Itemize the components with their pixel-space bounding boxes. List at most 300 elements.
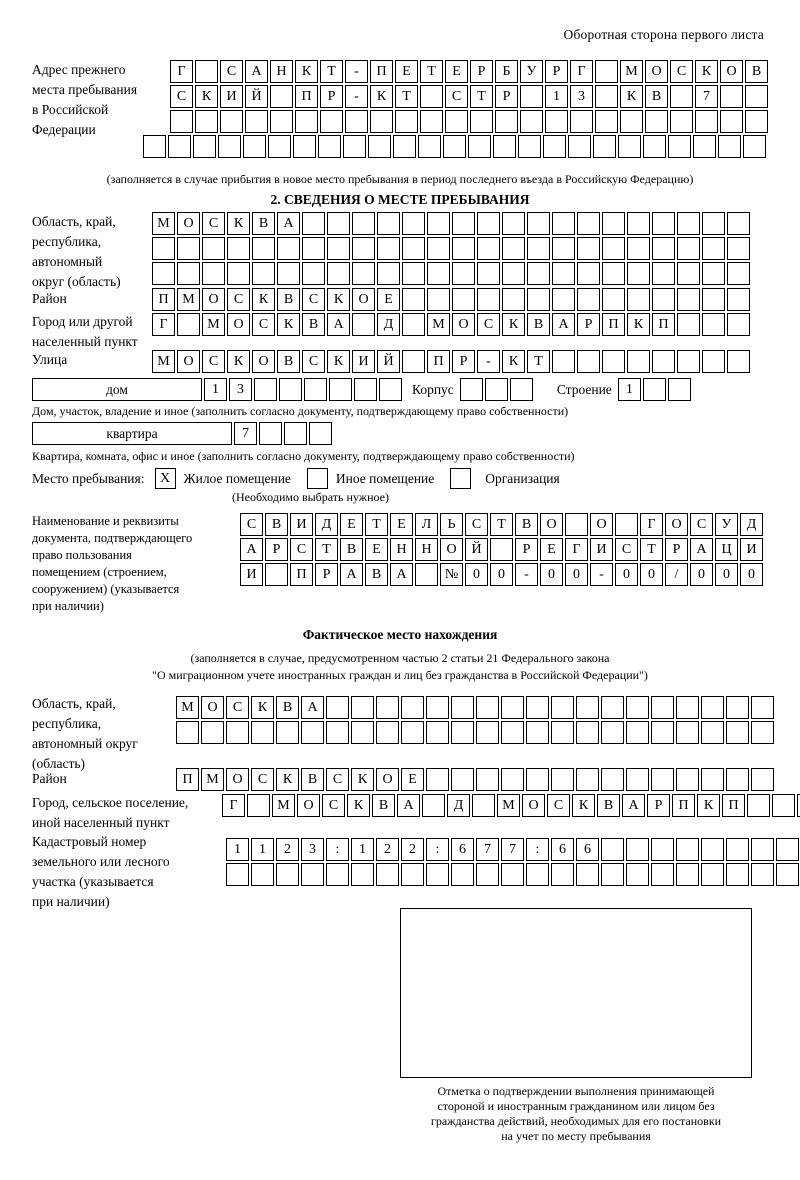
- form-cell[interactable]: [745, 110, 768, 133]
- form-cell[interactable]: С: [302, 350, 325, 373]
- form-cell[interactable]: К: [276, 768, 299, 791]
- form-cell[interactable]: [526, 768, 549, 791]
- form-cell[interactable]: Р: [452, 350, 475, 373]
- form-cell[interactable]: О: [201, 696, 224, 719]
- form-cell[interactable]: [426, 768, 449, 791]
- form-cell[interactable]: [676, 863, 699, 886]
- form-cell[interactable]: [727, 237, 750, 260]
- form-cell[interactable]: Р: [315, 563, 338, 586]
- form-cell[interactable]: Н: [390, 538, 413, 561]
- form-cell[interactable]: С: [465, 513, 488, 536]
- form-cell[interactable]: [295, 110, 318, 133]
- form-cell[interactable]: [720, 85, 743, 108]
- form-cell[interactable]: [270, 110, 293, 133]
- form-cell[interactable]: Й: [245, 85, 268, 108]
- form-cell[interactable]: О: [540, 513, 563, 536]
- form-cell[interactable]: П: [295, 85, 318, 108]
- form-cell[interactable]: [370, 110, 393, 133]
- form-cell[interactable]: Д: [377, 313, 400, 336]
- form-cell[interactable]: [615, 513, 638, 536]
- form-cell[interactable]: [451, 721, 474, 744]
- form-cell[interactable]: [527, 262, 550, 285]
- form-cell[interactable]: О: [226, 768, 249, 791]
- form-cell[interactable]: Е: [377, 288, 400, 311]
- form-cell[interactable]: В: [265, 513, 288, 536]
- form-cell[interactable]: [527, 237, 550, 260]
- form-cell[interactable]: 1: [618, 378, 641, 401]
- form-cell[interactable]: [452, 212, 475, 235]
- checkbox-inoe[interactable]: [307, 468, 328, 489]
- form-cell[interactable]: [379, 378, 402, 401]
- form-cell[interactable]: К: [695, 60, 718, 83]
- form-cell[interactable]: [676, 696, 699, 719]
- checkbox-organizaciya[interactable]: [450, 468, 471, 489]
- form-cell[interactable]: [354, 378, 377, 401]
- form-cell[interactable]: С: [322, 794, 345, 817]
- form-cell[interactable]: -: [345, 85, 368, 108]
- form-cell[interactable]: [577, 212, 600, 235]
- form-cell[interactable]: [477, 237, 500, 260]
- form-cell[interactable]: [327, 237, 350, 260]
- form-cell[interactable]: [402, 212, 425, 235]
- form-cell[interactable]: О: [452, 313, 475, 336]
- form-cell[interactable]: [751, 768, 774, 791]
- form-cell[interactable]: [602, 212, 625, 235]
- form-cell[interactable]: [351, 696, 374, 719]
- form-cell[interactable]: [677, 313, 700, 336]
- form-cell[interactable]: О: [227, 313, 250, 336]
- place-type-row[interactable]: [32, 468, 560, 489]
- form-cell[interactable]: [477, 212, 500, 235]
- form-cell[interactable]: Й: [465, 538, 488, 561]
- form-cell[interactable]: [302, 212, 325, 235]
- form-cell[interactable]: [401, 721, 424, 744]
- form-cell[interactable]: Е: [401, 768, 424, 791]
- form-cell[interactable]: [304, 378, 327, 401]
- form-cell[interactable]: Р: [577, 313, 600, 336]
- form-cell[interactable]: 6: [451, 838, 474, 861]
- form-cell[interactable]: О: [297, 794, 320, 817]
- form-cell[interactable]: [693, 135, 716, 158]
- form-cell[interactable]: П: [427, 350, 450, 373]
- form-cell[interactable]: [327, 212, 350, 235]
- form-cell[interactable]: Е: [445, 60, 468, 83]
- form-cell[interactable]: П: [176, 768, 199, 791]
- form-cell[interactable]: [626, 863, 649, 886]
- form-cell[interactable]: Т: [470, 85, 493, 108]
- form-cell[interactable]: А: [245, 60, 268, 83]
- form-cell[interactable]: [451, 768, 474, 791]
- form-cell[interactable]: [247, 794, 270, 817]
- form-cell[interactable]: /: [665, 563, 688, 586]
- form-cell[interactable]: М: [427, 313, 450, 336]
- form-cell[interactable]: [422, 794, 445, 817]
- form-cell[interactable]: [670, 85, 693, 108]
- form-cell[interactable]: [452, 288, 475, 311]
- form-cell[interactable]: [402, 350, 425, 373]
- form-cell[interactable]: К: [351, 768, 374, 791]
- form-cell[interactable]: [352, 262, 375, 285]
- form-cell[interactable]: О: [590, 513, 613, 536]
- form-cell[interactable]: К: [227, 350, 250, 373]
- form-cell[interactable]: К: [251, 696, 274, 719]
- form-cell[interactable]: [726, 721, 749, 744]
- form-cell[interactable]: 7: [695, 85, 718, 108]
- form-cell[interactable]: [552, 212, 575, 235]
- form-cell[interactable]: [352, 212, 375, 235]
- form-cell[interactable]: [677, 262, 700, 285]
- form-cell[interactable]: Г: [222, 794, 245, 817]
- form-cell[interactable]: [595, 60, 618, 83]
- form-cell[interactable]: [501, 768, 524, 791]
- form-cell[interactable]: [170, 110, 193, 133]
- form-cell[interactable]: №: [440, 563, 463, 586]
- form-cell[interactable]: [701, 863, 724, 886]
- form-cell[interactable]: А: [690, 538, 713, 561]
- form-cell[interactable]: М: [497, 794, 520, 817]
- form-cell[interactable]: [527, 212, 550, 235]
- form-cell[interactable]: [352, 313, 375, 336]
- form-cell[interactable]: [702, 313, 725, 336]
- form-cell[interactable]: [301, 863, 324, 886]
- form-cell[interactable]: [451, 863, 474, 886]
- form-cell[interactable]: [368, 135, 391, 158]
- form-cell[interactable]: В: [527, 313, 550, 336]
- form-cell[interactable]: [226, 721, 249, 744]
- form-cell[interactable]: [501, 863, 524, 886]
- form-cell[interactable]: [726, 768, 749, 791]
- form-cell[interactable]: К: [277, 313, 300, 336]
- form-cell[interactable]: 3: [570, 85, 593, 108]
- form-cell[interactable]: [743, 135, 766, 158]
- form-cell[interactable]: 3: [301, 838, 324, 861]
- form-cell[interactable]: С: [670, 60, 693, 83]
- form-cell[interactable]: [168, 135, 191, 158]
- form-cell[interactable]: А: [240, 538, 263, 561]
- form-cell[interactable]: [702, 237, 725, 260]
- form-cell[interactable]: С: [226, 696, 249, 719]
- form-cell[interactable]: Н: [270, 60, 293, 83]
- form-cell[interactable]: В: [277, 350, 300, 373]
- form-cell[interactable]: А: [301, 696, 324, 719]
- form-cell[interactable]: В: [276, 696, 299, 719]
- form-cell[interactable]: П: [602, 313, 625, 336]
- form-cell[interactable]: [427, 288, 450, 311]
- form-cell[interactable]: [551, 696, 574, 719]
- form-cell[interactable]: [695, 110, 718, 133]
- form-cell[interactable]: [652, 212, 675, 235]
- form-cell[interactable]: С: [477, 313, 500, 336]
- form-cell[interactable]: Т: [527, 350, 550, 373]
- checkbox-zhiloe[interactable]: X: [155, 468, 176, 489]
- form-cell[interactable]: [595, 110, 618, 133]
- form-cell[interactable]: [727, 288, 750, 311]
- form-cell[interactable]: Н: [415, 538, 438, 561]
- form-cell[interactable]: [702, 212, 725, 235]
- form-cell[interactable]: В: [372, 794, 395, 817]
- form-cell[interactable]: [510, 378, 533, 401]
- form-cell[interactable]: [576, 863, 599, 886]
- form-cell[interactable]: [601, 768, 624, 791]
- form-cell[interactable]: [276, 721, 299, 744]
- house-row[interactable]: [32, 378, 693, 401]
- form-cell[interactable]: [402, 237, 425, 260]
- form-cell[interactable]: [476, 721, 499, 744]
- form-cell[interactable]: [401, 863, 424, 886]
- form-cell[interactable]: [177, 262, 200, 285]
- form-cell[interactable]: Р: [665, 538, 688, 561]
- form-cell[interactable]: [676, 721, 699, 744]
- form-cell[interactable]: М: [177, 288, 200, 311]
- form-cell[interactable]: [668, 135, 691, 158]
- form-cell[interactable]: 7: [501, 838, 524, 861]
- form-cell[interactable]: [720, 110, 743, 133]
- form-cell[interactable]: [577, 288, 600, 311]
- form-cell[interactable]: [552, 262, 575, 285]
- form-cell[interactable]: [751, 838, 774, 861]
- form-cell[interactable]: М: [202, 313, 225, 336]
- actual-city-cells[interactable]: [222, 794, 800, 817]
- form-cell[interactable]: [220, 110, 243, 133]
- form-cell[interactable]: 0: [715, 563, 738, 586]
- form-cell[interactable]: [602, 288, 625, 311]
- form-cell[interactable]: [218, 135, 241, 158]
- section2-city-cells[interactable]: [152, 313, 752, 336]
- form-cell[interactable]: В: [745, 60, 768, 83]
- form-cell[interactable]: 6: [551, 838, 574, 861]
- form-cell[interactable]: [565, 513, 588, 536]
- form-cell[interactable]: С: [220, 60, 243, 83]
- form-cell[interactable]: Д: [740, 513, 763, 536]
- form-cell[interactable]: В: [340, 538, 363, 561]
- form-cell[interactable]: [202, 262, 225, 285]
- form-cell[interactable]: А: [277, 212, 300, 235]
- form-cell[interactable]: [265, 563, 288, 586]
- form-cell[interactable]: У: [520, 60, 543, 83]
- form-cell[interactable]: [520, 110, 543, 133]
- form-cell[interactable]: [376, 863, 399, 886]
- form-cell[interactable]: А: [397, 794, 420, 817]
- form-cell[interactable]: 1: [545, 85, 568, 108]
- form-cell[interactable]: [602, 237, 625, 260]
- form-cell[interactable]: К: [195, 85, 218, 108]
- form-cell[interactable]: 0: [565, 563, 588, 586]
- form-cell[interactable]: [726, 838, 749, 861]
- form-cell[interactable]: С: [445, 85, 468, 108]
- form-cell[interactable]: 7: [476, 838, 499, 861]
- form-cell[interactable]: 0: [690, 563, 713, 586]
- form-cell[interactable]: В: [301, 768, 324, 791]
- form-cell[interactable]: Р: [265, 538, 288, 561]
- form-cell[interactable]: К: [620, 85, 643, 108]
- form-cell[interactable]: [490, 538, 513, 561]
- form-cell[interactable]: [377, 262, 400, 285]
- form-cell[interactable]: Р: [470, 60, 493, 83]
- form-cell[interactable]: 0: [465, 563, 488, 586]
- form-cell[interactable]: И: [240, 563, 263, 586]
- form-cell[interactable]: [143, 135, 166, 158]
- form-cell[interactable]: [601, 863, 624, 886]
- form-cell[interactable]: [676, 768, 699, 791]
- form-cell[interactable]: О: [522, 794, 545, 817]
- form-cell[interactable]: [677, 350, 700, 373]
- form-cell[interactable]: В: [277, 288, 300, 311]
- form-cell[interactable]: К: [502, 313, 525, 336]
- flat-row[interactable]: [32, 422, 334, 445]
- form-cell[interactable]: П: [290, 563, 313, 586]
- form-cell[interactable]: [493, 135, 516, 158]
- form-cell[interactable]: [577, 237, 600, 260]
- form-cell[interactable]: [627, 288, 650, 311]
- form-cell[interactable]: [427, 212, 450, 235]
- form-cell[interactable]: С: [290, 538, 313, 561]
- form-cell[interactable]: [376, 696, 399, 719]
- form-cell[interactable]: [518, 135, 541, 158]
- form-cell[interactable]: [701, 768, 724, 791]
- form-cell[interactable]: С: [251, 768, 274, 791]
- form-cell[interactable]: [526, 696, 549, 719]
- form-cell[interactable]: [251, 721, 274, 744]
- form-cell[interactable]: [526, 863, 549, 886]
- form-cell[interactable]: [452, 262, 475, 285]
- form-cell[interactable]: [701, 696, 724, 719]
- form-cell[interactable]: [254, 378, 277, 401]
- form-cell[interactable]: Р: [320, 85, 343, 108]
- form-cell[interactable]: [727, 212, 750, 235]
- form-cell[interactable]: [468, 135, 491, 158]
- form-cell[interactable]: [551, 721, 574, 744]
- form-cell[interactable]: О: [352, 288, 375, 311]
- form-cell[interactable]: [293, 135, 316, 158]
- form-cell[interactable]: [551, 768, 574, 791]
- form-cell[interactable]: [702, 288, 725, 311]
- form-cell[interactable]: [552, 288, 575, 311]
- form-cell[interactable]: И: [220, 85, 243, 108]
- form-cell[interactable]: [177, 237, 200, 260]
- form-cell[interactable]: К: [227, 212, 250, 235]
- form-cell[interactable]: А: [390, 563, 413, 586]
- form-cell[interactable]: [627, 262, 650, 285]
- form-cell[interactable]: [195, 110, 218, 133]
- form-cell[interactable]: [601, 838, 624, 861]
- form-cell[interactable]: [645, 110, 668, 133]
- form-cell[interactable]: 3: [229, 378, 252, 401]
- form-cell[interactable]: [543, 135, 566, 158]
- form-cell[interactable]: [527, 288, 550, 311]
- form-cell[interactable]: Е: [395, 60, 418, 83]
- form-cell[interactable]: Г: [152, 313, 175, 336]
- form-cell[interactable]: [276, 863, 299, 886]
- form-cell[interactable]: П: [370, 60, 393, 83]
- form-cell[interactable]: М: [152, 350, 175, 373]
- form-cell[interactable]: [570, 110, 593, 133]
- form-cell[interactable]: [470, 110, 493, 133]
- form-cell[interactable]: И: [290, 513, 313, 536]
- form-cell[interactable]: [227, 262, 250, 285]
- form-cell[interactable]: [501, 696, 524, 719]
- form-cell[interactable]: [302, 237, 325, 260]
- form-cell[interactable]: [702, 350, 725, 373]
- form-cell[interactable]: [620, 110, 643, 133]
- form-cell[interactable]: [668, 378, 691, 401]
- form-cell[interactable]: [627, 212, 650, 235]
- form-cell[interactable]: -: [515, 563, 538, 586]
- prev-address-cells[interactable]: [170, 60, 770, 158]
- form-cell[interactable]: [402, 313, 425, 336]
- form-cell[interactable]: [776, 863, 799, 886]
- form-cell[interactable]: [284, 422, 307, 445]
- form-cell[interactable]: В: [302, 313, 325, 336]
- form-cell[interactable]: М: [176, 696, 199, 719]
- form-cell[interactable]: [651, 863, 674, 886]
- form-cell[interactable]: [377, 212, 400, 235]
- form-cell[interactable]: [252, 237, 275, 260]
- document-cells[interactable]: [240, 513, 765, 586]
- form-cell[interactable]: [551, 863, 574, 886]
- form-cell[interactable]: [176, 721, 199, 744]
- form-cell[interactable]: Й: [377, 350, 400, 373]
- form-cell[interactable]: [751, 696, 774, 719]
- form-cell[interactable]: [177, 313, 200, 336]
- form-cell[interactable]: Т: [365, 513, 388, 536]
- form-cell[interactable]: Т: [315, 538, 338, 561]
- form-cell[interactable]: [747, 794, 770, 817]
- form-cell[interactable]: [252, 262, 275, 285]
- form-cell[interactable]: [476, 768, 499, 791]
- form-cell[interactable]: [152, 237, 175, 260]
- form-cell[interactable]: [502, 288, 525, 311]
- form-cell[interactable]: [601, 721, 624, 744]
- form-cell[interactable]: П: [652, 313, 675, 336]
- section2-region-cells[interactable]: [152, 212, 752, 285]
- form-cell[interactable]: К: [627, 313, 650, 336]
- form-cell[interactable]: Е: [365, 538, 388, 561]
- form-cell[interactable]: Е: [390, 513, 413, 536]
- form-cell[interactable]: У: [715, 513, 738, 536]
- form-cell[interactable]: [652, 237, 675, 260]
- form-cell[interactable]: [576, 696, 599, 719]
- form-cell[interactable]: [318, 135, 341, 158]
- form-cell[interactable]: [726, 696, 749, 719]
- form-cell[interactable]: Т: [640, 538, 663, 561]
- form-cell[interactable]: [727, 313, 750, 336]
- form-cell[interactable]: [651, 696, 674, 719]
- house-cells[interactable]: [204, 378, 404, 401]
- form-cell[interactable]: [427, 237, 450, 260]
- form-cell[interactable]: [452, 237, 475, 260]
- form-cell[interactable]: [626, 721, 649, 744]
- form-cell[interactable]: К: [295, 60, 318, 83]
- form-cell[interactable]: [279, 378, 302, 401]
- form-cell[interactable]: [418, 135, 441, 158]
- form-cell[interactable]: [568, 135, 591, 158]
- form-cell[interactable]: [201, 721, 224, 744]
- form-cell[interactable]: [627, 350, 650, 373]
- form-cell[interactable]: [343, 135, 366, 158]
- form-cell[interactable]: М: [201, 768, 224, 791]
- form-cell[interactable]: С: [170, 85, 193, 108]
- form-cell[interactable]: О: [645, 60, 668, 83]
- form-cell[interactable]: Е: [540, 538, 563, 561]
- form-cell[interactable]: [320, 110, 343, 133]
- form-cell[interactable]: Б: [495, 60, 518, 83]
- stamp-box[interactable]: [400, 908, 752, 1078]
- form-cell[interactable]: [443, 135, 466, 158]
- form-cell[interactable]: И: [352, 350, 375, 373]
- form-cell[interactable]: [227, 237, 250, 260]
- form-cell[interactable]: 0: [540, 563, 563, 586]
- form-cell[interactable]: [445, 110, 468, 133]
